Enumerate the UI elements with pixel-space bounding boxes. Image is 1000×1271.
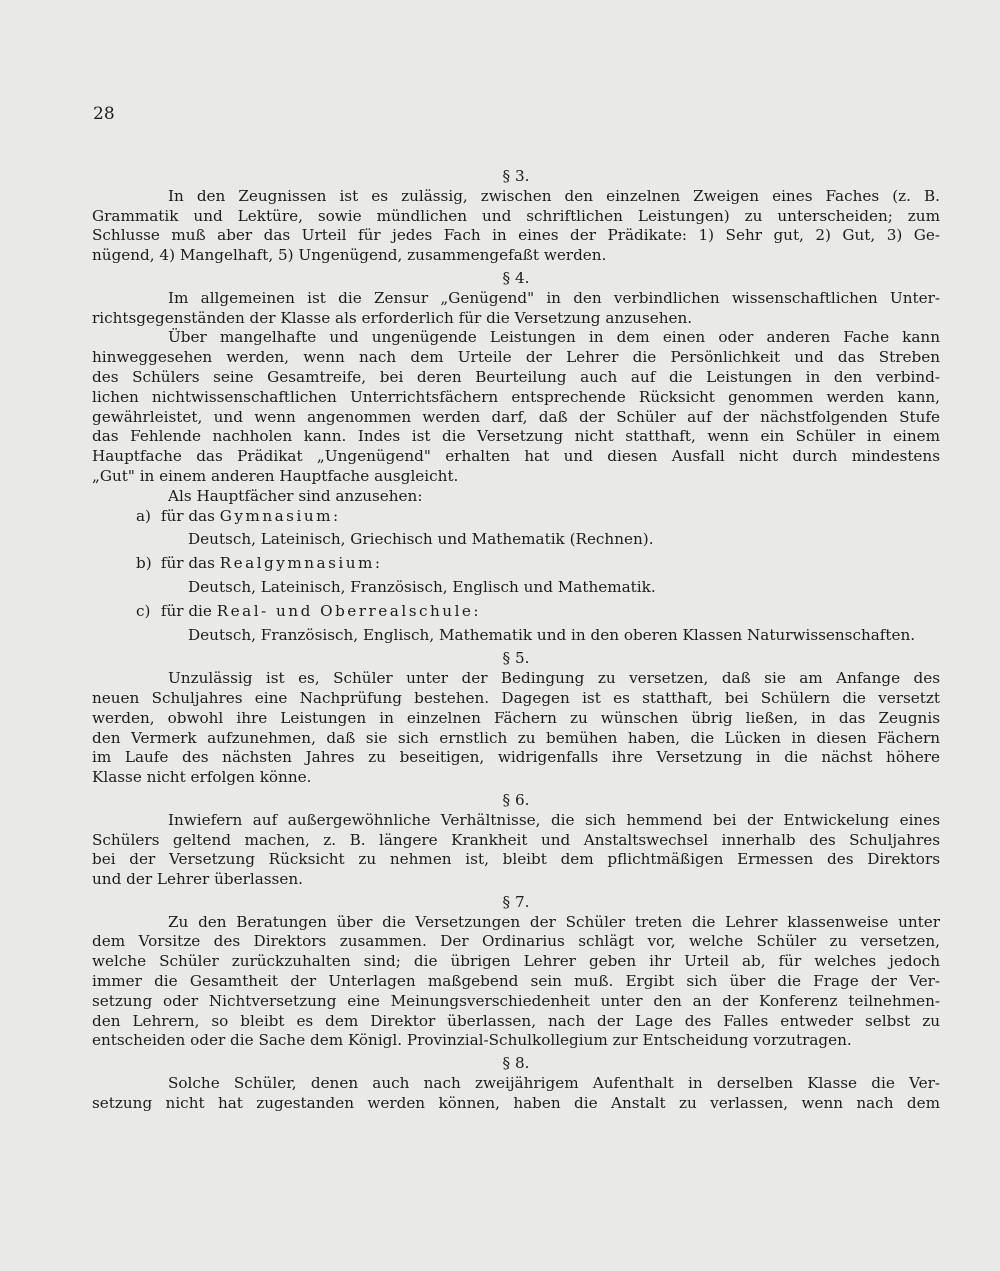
text-line: dem Vorsitze des Direktors zusammen. Der Ordinarius schlägt vor, welche Schüler zu versetzen, — [92, 932, 940, 951]
section-heading-7: § 7. — [502, 892, 530, 911]
subjects-line: Deutsch, Lateinisch, Französisch, Englisch und Mathematik. — [188, 577, 656, 596]
text-line: das Fehlende nachholen kann. Indes ist die Versetzung nicht statthaft, wenn ein Schüler in einem — [92, 427, 940, 446]
section-5-paragraph — [92, 669, 940, 788]
text-line: hinweggesehen werden, wenn nach dem Urteile der Lehrer die Persönlichkeit und das Streben — [92, 348, 940, 367]
text-line: Zu den Beratungen über die Versetzungen der Schüler treten die Lehrer klassenweise unter — [168, 912, 940, 931]
document-body — [92, 164, 940, 1114]
text-line: Schülers geltend machen, z. B. längere Krankheit und Anstaltswechsel innerhalb des Schuljahres — [92, 830, 940, 849]
section-heading-4: § 4. — [502, 268, 530, 287]
text-line: gewährleistet, und wenn angenommen werden darf, daß der Schüler auf der nächstfolgenden Stufe — [92, 407, 940, 426]
text-line: setzung oder Nichtversetzung eine Meinungsverschiedenheit unter den an der Konferenz teilnehmen- — [92, 991, 940, 1010]
text-line: entscheiden oder die Sache dem Königl. Provinzial-Schulkollegium zur Entscheidung vorzutragen. — [92, 1031, 852, 1050]
subjects-line: Deutsch, Lateinisch, Griechisch und Mathematik (Rechnen). — [188, 530, 654, 549]
list-item — [92, 602, 940, 622]
text-line: Über mangelhafte und ungenügende Leistungen in dem einen oder anderen Fache kann — [168, 328, 940, 347]
text-line: Grammatik und Lektüre, sowie mündlichen und schriftlichen Leistungen) zu unterscheiden; zum — [92, 206, 940, 225]
list-prefix: für die — [160, 601, 212, 620]
text-line: Solche Schüler, denen auch nach zweijährigem Aufenthalt in derselben Klasse die Ver- — [168, 1074, 940, 1093]
list-item — [92, 554, 940, 574]
text-line: neuen Schuljahres eine Nachprüfung bestehen. Dagegen ist es statthaft, bei Schülern die versetzt — [92, 688, 940, 707]
section-4-paragraph-1 — [92, 289, 940, 329]
section-6-paragraph — [92, 811, 940, 890]
subjects-line: Deutsch, Französisch, Englisch, Mathematik und in den oberen Klassen Naturwissenschaften. — [188, 625, 916, 644]
list-marker: b) — [136, 554, 152, 573]
text-line: Inwiefern auf außergewöhnliche Verhältnisse, die sich hemmend bei der Entwickelung eines — [168, 810, 940, 829]
text-line: Klasse nicht erfolgen könne. — [92, 768, 312, 787]
text-line: den Lehrern, so bleibt es dem Direktor überlassen, nach der Lage des Falles entweder selbst zu — [92, 1011, 940, 1030]
section-heading-6: § 6. — [502, 790, 530, 809]
section-heading-5: § 5. — [502, 649, 530, 668]
text-line: den Vermerk aufzunehmen, daß sie sich ernstlich zu bemühen haben, die Lücken in diesen Fächern — [92, 728, 940, 747]
text-line: setzung nicht hat zugestanden werden können, haben die Anstalt zu verlassen, wenn nach dem — [92, 1093, 940, 1112]
text-line: nügend, 4) Mangelhaft, 5) Ungenügend, zusammengefaßt werden. — [92, 246, 607, 265]
section-3-paragraph — [92, 187, 940, 266]
page-number: 28 — [93, 104, 115, 124]
text-line: Schlusse muß aber das Urteil für jedes Fach in eines der Prädikate: 1) Sehr gut, 2) Gut, 3) Ge- — [92, 226, 940, 245]
text-line: Hauptfache das Prädikat „Ungenügend" erhalten hat und diesen Ausfall nicht durch mindestens — [92, 447, 940, 466]
list-prefix: für das — [160, 554, 215, 573]
text-line: und der Lehrer überlassen. — [92, 870, 303, 889]
text-line: welche Schüler zurückzuhalten sind; die übrigen Lehrer geben ihr Urteil ab, für welches jedoch — [92, 952, 940, 971]
text-line: des Schülers seine Gesamtreife, bei deren Beurteilung auch auf die Leistungen in den verbind- — [92, 367, 940, 386]
text-line: im Laufe des nächsten Jahres zu beseitigen, widrigenfalls ihre Versetzung in die nächst höhere — [92, 748, 940, 767]
school-type: Real- und Oberrealschule: — [216, 601, 482, 620]
text-line: werden, obwohl ihre Leistungen in einzelnen Fächern zu wünschen übrig ließen, in das Zeugnis — [92, 708, 940, 727]
text-line: „Gut" in einem anderen Hauptfache ausgleicht. — [92, 466, 459, 485]
section-heading-3: § 3. — [502, 167, 530, 185]
text-line: immer die Gesamtheit der Unterlagen maßgebend sein muß. Ergibt sich über die Frage der Ver- — [92, 972, 940, 991]
list-prefix: für das — [160, 506, 215, 525]
school-type: Gymnasium: — [219, 506, 341, 525]
text-line: bei der Versetzung Rücksicht zu nehmen ist, bleibt dem pflichtmäßigen Ermessen des Direktors — [92, 850, 940, 869]
section-4-paragraph-2 — [92, 328, 940, 486]
section-heading-8: § 8. — [502, 1054, 530, 1073]
list-marker: a) — [136, 506, 151, 525]
text-line: richtsgegenständen der Klasse als erforderlich für die Versetzung anzusehen. — [92, 308, 693, 327]
list-item — [92, 507, 940, 527]
section-8-paragraph — [92, 1074, 940, 1114]
list-marker: c) — [136, 601, 151, 620]
list-intro: Als Hauptfächer sind anzusehen: — [168, 486, 423, 505]
text-line: lichen nichtwissenschaftlichen Unterrichtsfächern entsprechende Rücksicht genommen werden kann, — [92, 387, 940, 406]
main-subjects-list — [92, 487, 940, 646]
section-7-paragraph — [92, 913, 940, 1052]
text-line: Im allgemeinen ist die Zensur „Genügend" in den verbindlichen wissenschaftlichen Unter- — [168, 288, 940, 307]
text-line: Unzulässig ist es, Schüler unter der Bedingung zu versetzen, daß sie am Anfange des — [168, 669, 940, 688]
school-type: Realgymnasium: — [219, 554, 383, 573]
text-line: In den Zeugnissen ist es zulässig, zwischen den einzelnen Zweigen eines Faches (z. B. — [168, 186, 940, 205]
